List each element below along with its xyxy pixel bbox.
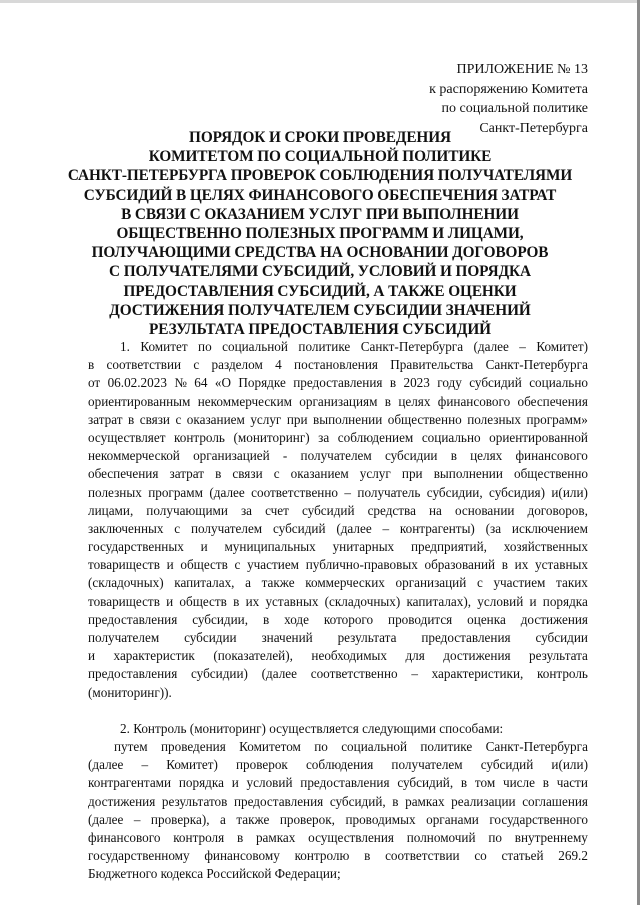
paragraph-line: государственных и муниципальных унитарных предприятий, хозяйственных xyxy=(88,539,588,555)
appendix-header xyxy=(328,60,588,138)
paragraph-line: Бюджетного кодекса Российской Федерации; xyxy=(88,866,341,882)
paragraph-line: (далее – проверка), а также проверок, проводимых органами государственного xyxy=(88,811,588,827)
paragraph-line: государственному финансовому контролю в соответствии со статьей 269.2 xyxy=(88,848,588,864)
scan-edge-top xyxy=(0,0,640,3)
paragraph-line: в соответствии с разделом 4 постановления Правительства Санкт-Петербурга xyxy=(88,357,588,373)
paragraph-line: (складочных) капиталах, а также коммерческих организаций с участием таких xyxy=(88,575,588,591)
paragraph-line: финансового контроля в рамках осуществления полномочий по внутреннему xyxy=(88,829,588,845)
title-line: РЕЗУЛЬТАТА ПРЕДОСТАВЛЕНИЯ СУБСИДИЙ xyxy=(149,321,491,339)
paragraph-line: (мониторинг)). xyxy=(88,684,172,700)
paragraph-line: путем проведения Комитетом по социальной политике Санкт-Петербурга xyxy=(114,738,588,754)
title-line: ПОЛУЧАЮЩИМИ СРЕДСТВА НА ОСНОВАНИИ ДОГОВОРОВ xyxy=(91,244,549,262)
paragraph-line: достижения результатов предоставления субсидий, в рамках реализации соглашения xyxy=(88,793,588,809)
paragraph-line: и характеристик (показателей), необходимых для достижения результата xyxy=(88,648,588,664)
title-line: ПРЕДОСТАВЛЕНИЯ СУБСИДИЙ, А ТАКЖЕ ОЦЕНКИ xyxy=(123,282,517,300)
paragraph-line: полезных программ (далее соответственно – получатель субсидии, субсидия) и(или) xyxy=(88,484,588,500)
paragraph-line: товариществ и обществ с участием публично-правовых образований в их уставных xyxy=(88,557,588,573)
title-line: ДОСТИЖЕНИЯ ПОЛУЧАТЕЛЕМ СУБСИДИИ ЗНАЧЕНИЙ xyxy=(109,301,531,319)
paragraph-line: некоммерческой организацией - получателем субсидии в целях финансового xyxy=(88,448,588,464)
paragraph-line: товариществ и обществ в их уставных (складочных) капиталах), условий и порядка xyxy=(88,593,588,609)
paragraph-2 xyxy=(88,720,588,884)
paragraph-line: ориентированным некоммерческим организациям в целях финансового обеспечения xyxy=(88,393,588,409)
paragraph-line: предоставления субсидии) (далее соответственно – характеристики, контроль xyxy=(88,666,588,682)
title-line: С ПОЛУЧАТЕЛЯМИ СУБСИДИЙ, УСЛОВИЙ И ПОРЯДКА xyxy=(109,263,531,281)
document-body xyxy=(88,338,588,883)
title-line: КОМИТЕТОМ ПО СОЦИАЛЬНОЙ ПОЛИТИКЕ xyxy=(148,148,492,166)
title-line: СУБСИДИЙ В ЦЕЛЯХ ФИНАНСОВОГО ОБЕСПЕЧЕНИЯ ЗАТРАТ xyxy=(83,186,557,204)
paragraph-line: (далее – Комитет) проверок соблюдения получателем субсидий и(или) xyxy=(88,757,588,773)
paragraph-line: лицами, получающими за счет субсидий средства на основании договоров, xyxy=(88,502,588,518)
title-line: ОБЩЕСТВЕННО ПОЛЕЗНЫХ ПРОГРАММ И ЛИЦАМИ, xyxy=(116,225,524,243)
appendix-committee: по социальной политике xyxy=(441,101,588,116)
paragraph-line: контрагентами порядка и условий предоставления субсидий, в том числе в части xyxy=(88,775,588,791)
paragraph-line: 1. Комитет по социальной политике Санкт-Петербурга (далее – Комитет) xyxy=(120,339,588,354)
title-line: САНКТ-ПЕТЕРБУРГА ПРОВЕРОК СОБЛЮДЕНИЯ ПОЛУЧАТЕЛЯМИ xyxy=(67,167,573,185)
title-line: В СВЯЗИ С ОКАЗАНИЕМ УСЛУГ ПРИ ВЫПОЛНЕНИИ xyxy=(121,205,519,223)
paragraph-line: обеспечения затрат в связи с оказанием услуг при выполнении общественно xyxy=(88,466,588,482)
paragraph-line: 2. Контроль (мониторинг) осуществляется следующими способами: xyxy=(120,720,504,736)
appendix-decree: к распоряжению Комитета xyxy=(429,81,588,97)
paragraph-spacer xyxy=(88,702,588,720)
appendix-number: ПРИЛОЖЕНИЕ № 13 xyxy=(456,62,588,77)
paragraph-line: предоставления субсидии, в ходе которого проводится оценка достижения xyxy=(88,611,588,627)
paragraph-line: осуществляет контроль (мониторинг) за соблюдением социально ориентированной xyxy=(88,429,588,445)
paragraph-line: заключенных с получателем субсидий (далее – контрагенты) (за исключением xyxy=(88,520,588,536)
title-line: ПОРЯДОК И СРОКИ ПРОВЕДЕНИЯ xyxy=(189,129,451,146)
paragraph-line: от 06.02.2023 № 64 «О Порядке предоставления в 2023 году субсидий социально xyxy=(88,375,588,391)
paragraph-line: получателем субсидии значений результата предоставления субсидии xyxy=(88,630,588,645)
appendix-city: Санкт-Петербурга xyxy=(479,120,588,136)
paragraph-1 xyxy=(88,338,588,702)
document-title xyxy=(60,128,580,339)
paragraph-line: затрат в связи с оказанием услуг при выполнении общественно полезных программ» xyxy=(88,411,588,427)
